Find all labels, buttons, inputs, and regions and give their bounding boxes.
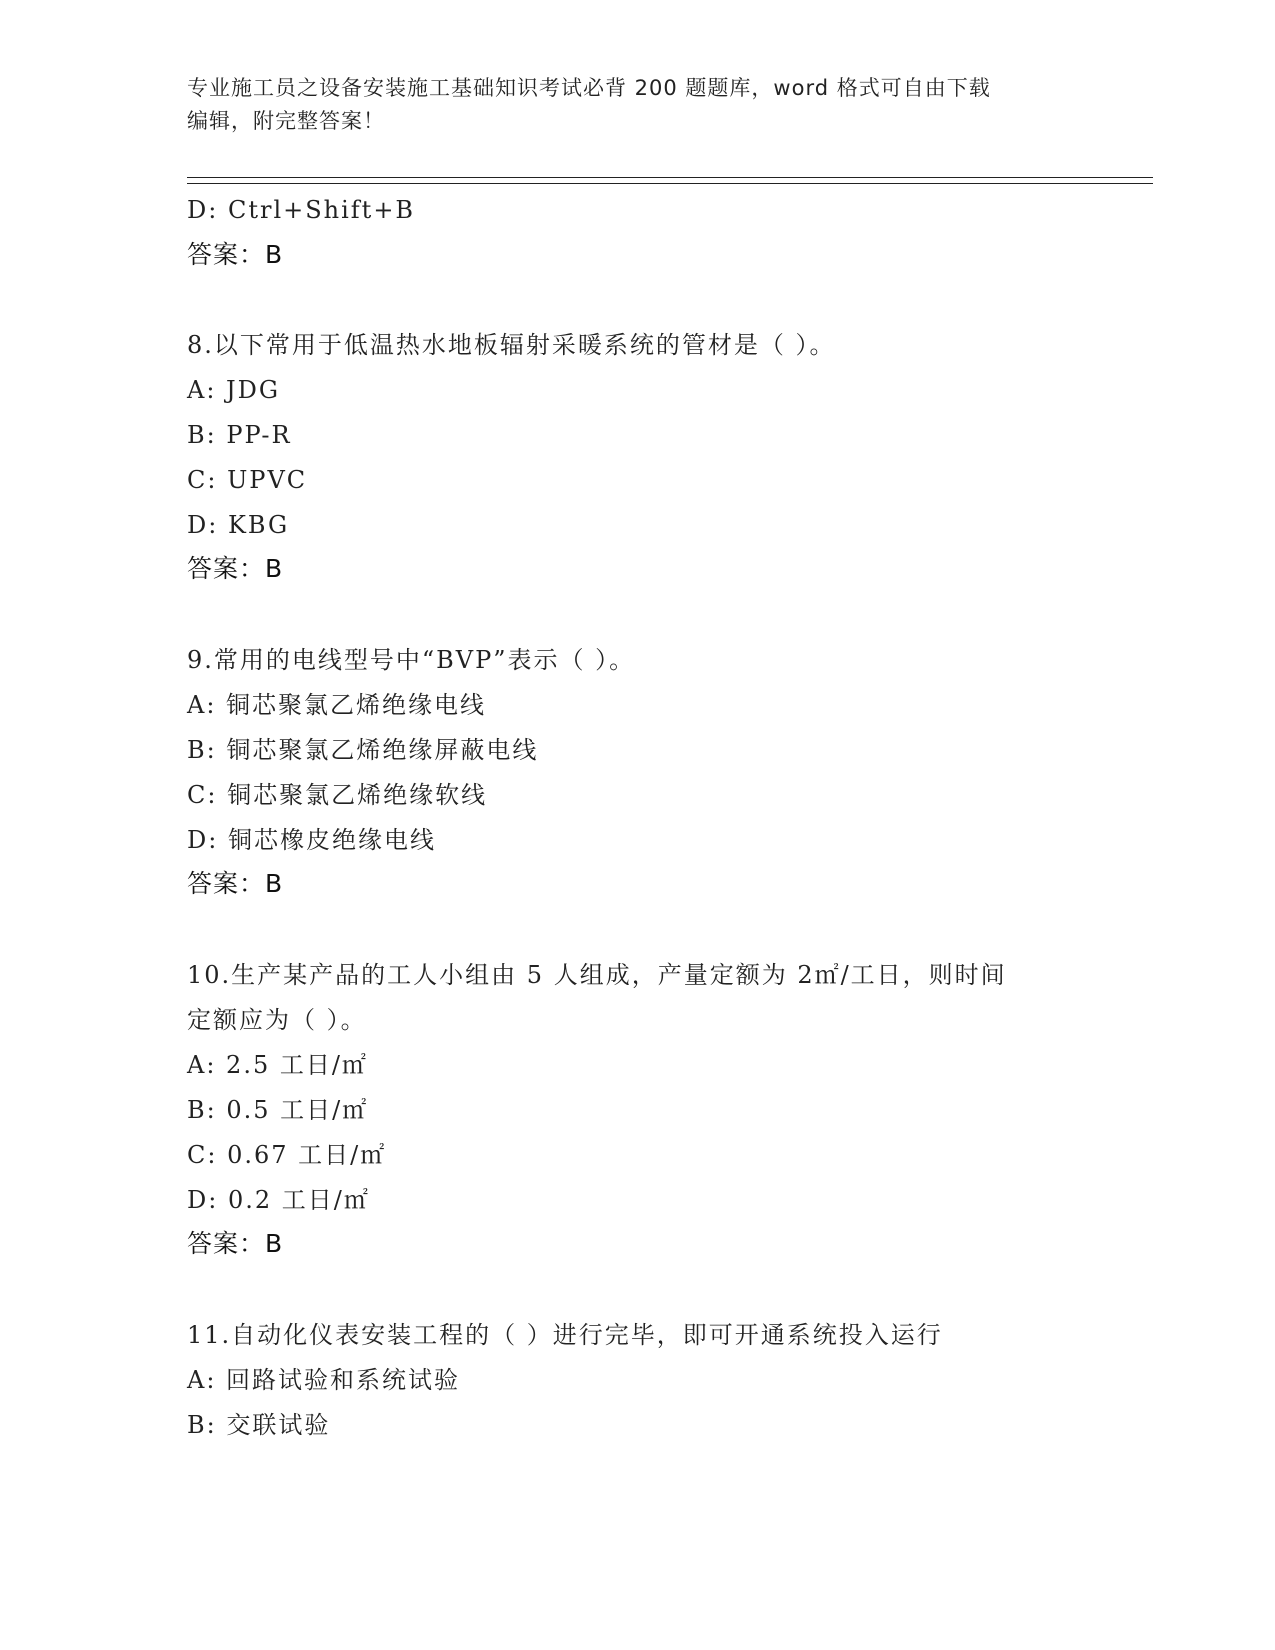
q8-option-c: C: UPVC [187, 466, 308, 494]
q8-option-b: B: PP-R [187, 421, 292, 449]
q9-option-c: C: 铜芯聚氯乙烯绝缘软线 [187, 781, 488, 809]
q10-answer: 答案：B [187, 1229, 284, 1258]
q10-option-a: A: 2.5 工日/㎡ [187, 1051, 368, 1079]
prev-answer: 答案：B [187, 240, 284, 269]
prev-option-d: D: Ctrl+Shift+B [187, 196, 416, 224]
q11-stem: 11.自动化仪表安装工程的（ ）进行完毕，即可开通系统投入运行 [187, 1321, 943, 1349]
q10-option-b: B: 0.5 工日/㎡ [187, 1096, 369, 1124]
document-header [187, 72, 1067, 138]
q10-option-c: C: 0.67 工日/㎡ [187, 1141, 387, 1169]
q8-stem: 8.以下常用于低温热水地板辐射采暖系统的管材是（ ）。 [187, 331, 836, 359]
q10-stem-line-1: 10.生产某产品的工人小组由 5 人组成，产量定额为 2㎡/工日，则时间 [187, 961, 1007, 989]
q9-stem: 9.常用的电线型号中“BVP”表示（ ）。 [187, 646, 636, 674]
q10-option-d: D: 0.2 工日/㎡ [187, 1186, 370, 1214]
q11-option-b: B: 交联试验 [187, 1411, 331, 1439]
q11-option-a: A: 回路试验和系统试验 [187, 1366, 461, 1394]
header-title-line-2: 编辑，附完整答案！ [187, 109, 385, 133]
q9-option-b: B: 铜芯聚氯乙烯绝缘屏蔽电线 [187, 736, 539, 764]
q8-option-d: D: KBG [187, 511, 290, 539]
q8-option-a: A: JDG [187, 376, 281, 404]
header-divider-bottom [187, 183, 1153, 184]
header-title-line-1: 专业施工员之设备安装施工基础知识考试必背 200 题题库，word 格式可自由下载 [187, 76, 991, 100]
q8-answer: 答案：B [187, 554, 284, 583]
header-divider-top [187, 177, 1153, 178]
q9-option-a: A: 铜芯聚氯乙烯绝缘电线 [187, 691, 487, 719]
q9-option-d: D: 铜芯橡皮绝缘电线 [187, 826, 436, 854]
q10-stem-line-2: 定额应为（ ）。 [187, 1006, 367, 1034]
q9-answer: 答案：B [187, 869, 284, 898]
